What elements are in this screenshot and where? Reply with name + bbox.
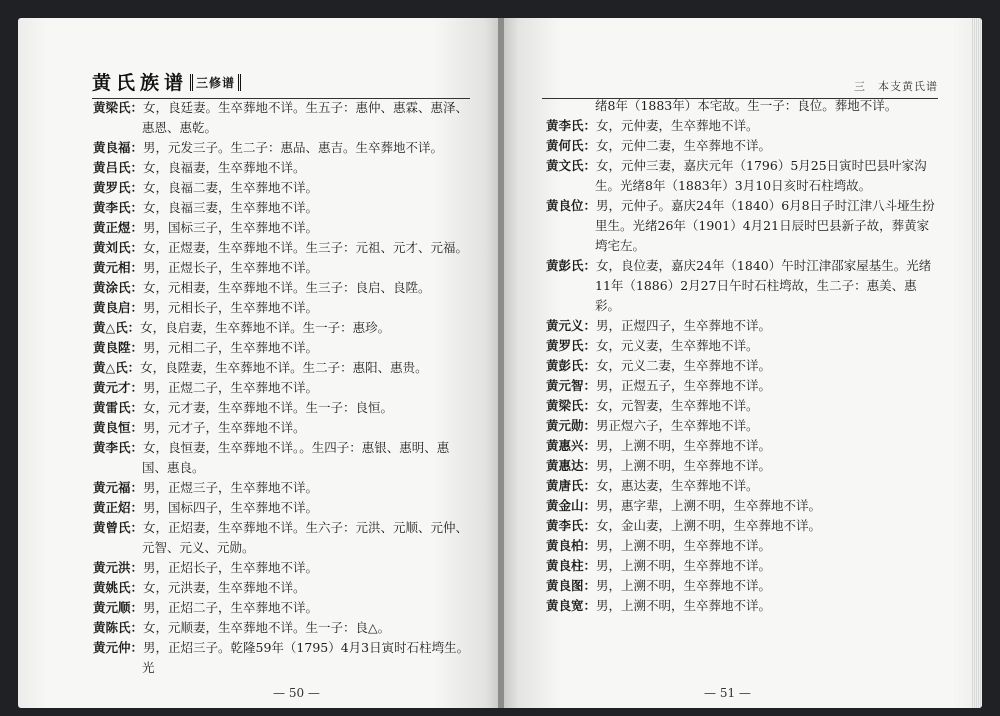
entry-line xyxy=(546,576,936,596)
person-details: 男，元发三子。生二子：惠品、惠吉。生卒葬地不详。 xyxy=(143,140,444,155)
genealogy-entry xyxy=(546,316,936,336)
person-name: 黄△氏： xyxy=(93,320,141,335)
entry-line xyxy=(93,638,471,678)
person-name: 黄元仲： xyxy=(93,640,144,655)
genealogy-entry xyxy=(93,158,471,178)
entry-line xyxy=(546,316,936,336)
book-title: 黄氏族谱 xyxy=(92,72,189,94)
genealogy-entry xyxy=(546,136,936,156)
genealogy-entry xyxy=(546,456,936,476)
genealogy-entry xyxy=(546,436,936,456)
entry-line xyxy=(93,498,471,518)
left-entry-list xyxy=(93,98,471,678)
genealogy-entry xyxy=(546,596,936,616)
entry-line xyxy=(546,496,936,516)
genealogy-entry xyxy=(546,376,936,396)
person-name: 黄金山： xyxy=(546,498,597,513)
genealogy-entry xyxy=(93,178,471,198)
person-details: 女，元义妻，生卒葬地不详。 xyxy=(596,338,759,353)
person-details: 女，良福妻，生卒葬地不详。 xyxy=(143,160,306,175)
person-name: 黄良福： xyxy=(93,140,144,155)
person-details: 男，元才子，生卒葬地不详。 xyxy=(143,420,306,435)
person-name: 黄陈氏： xyxy=(93,620,144,635)
person-name: 黄吕氏： xyxy=(93,160,144,175)
person-details: 男，上溯不明，生卒葬地不详。 xyxy=(596,538,772,553)
entry-line xyxy=(93,598,471,618)
entry-line xyxy=(546,376,936,396)
person-details: 女，元仲二妻，生卒葬地不详。 xyxy=(596,138,772,153)
genealogy-entry xyxy=(93,258,471,278)
genealogy-entry xyxy=(546,356,936,376)
person-name: 黄何氏： xyxy=(546,138,597,153)
genealogy-entry xyxy=(546,556,936,576)
genealogy-entry xyxy=(93,298,471,318)
person-details: 男，上溯不明，生卒葬地不详。 xyxy=(596,558,772,573)
genealogy-entry xyxy=(93,238,471,258)
entry-line xyxy=(546,476,936,496)
genealogy-entry xyxy=(93,398,471,418)
person-details: 男，正炤二子，生卒葬地不详。 xyxy=(143,600,319,615)
person-name: 黄唐氏： xyxy=(546,478,597,493)
person-name: 黄元顺： xyxy=(93,600,144,615)
person-details: 女，元仲三妻，嘉庆元年（1796）5月25日寅时巴县叶家沟生。光绪8年（1883年）3月10日亥时石柱塆故。 xyxy=(595,158,927,193)
person-details: 女，良福二妻，生卒葬地不详。 xyxy=(143,180,319,195)
genealogy-entry xyxy=(546,196,936,256)
entry-line xyxy=(93,198,471,218)
person-details: 女，良陞妻，生卒葬地不详。生二子：惠阳、惠贵。 xyxy=(140,360,428,375)
genealogy-entry xyxy=(93,618,471,638)
entry-line xyxy=(93,618,471,638)
genealogy-entry xyxy=(93,638,471,678)
person-details: 女，良启妻，生卒葬地不详。生一子：惠珍。 xyxy=(140,320,391,335)
genealogy-entry xyxy=(93,318,471,338)
person-details: 女，良位妻，嘉庆24年（1840）午时江津邵家屋基生。光绪11年（1886）2月27日午时石柱塆故，生二子：惠美、惠彩。 xyxy=(595,258,932,313)
entry-line xyxy=(93,218,471,238)
entry-line xyxy=(546,336,936,356)
entry-line xyxy=(93,578,471,598)
person-details: 女，良福三妻，生卒葬地不详。 xyxy=(143,200,319,215)
person-details: 男，上溯不明，生卒葬地不详。 xyxy=(596,598,772,613)
entry-line xyxy=(93,178,471,198)
entry-line xyxy=(93,398,471,418)
entry-line xyxy=(93,378,471,398)
entry-line xyxy=(546,116,936,136)
person-details: 女，正炤妻，生卒葬地不详。生六子：元洪、元顺、元仲、元智、元义、元勋。 xyxy=(142,520,469,555)
section-title: 三 本支黄氏谱 xyxy=(854,80,938,93)
person-details: 女，元洪妻，生卒葬地不详。 xyxy=(143,580,306,595)
genealogy-entry xyxy=(546,416,936,436)
genealogy-entry xyxy=(546,516,936,536)
page-number-left: — 50 — xyxy=(273,686,320,700)
entry-line xyxy=(93,518,471,558)
person-name: 黄惠兴： xyxy=(546,438,597,453)
person-name: 黄曾氏： xyxy=(93,520,144,535)
person-details: 男，惠字辈，上溯不明，生卒葬地不详。 xyxy=(596,498,822,513)
genealogy-entry xyxy=(93,218,471,238)
person-details: 男，正炤三子。乾隆59年（1795）4月3日寅时石柱塆生。光 xyxy=(142,640,470,675)
person-details: 女，良恒妻，生卒葬地不详。。生四子：惠银、惠明、惠国、惠良。 xyxy=(142,440,450,475)
genealogy-entry xyxy=(93,498,471,518)
person-name: 黄李氏： xyxy=(93,200,144,215)
person-details: 男，上溯不明，生卒葬地不详。 xyxy=(596,578,772,593)
entry-line xyxy=(546,396,936,416)
page-number-right: — 51 — xyxy=(704,686,751,700)
genealogy-entry xyxy=(546,156,936,196)
entry-line xyxy=(93,98,471,138)
person-name: 黄正炤： xyxy=(93,500,144,515)
continued-text: 绪8年（1883年）本宅故。生一子：良位。葬地不详。 xyxy=(595,98,898,113)
person-details: 女，元相妻，生卒葬地不详。生三子：良启、良陞。 xyxy=(143,280,431,295)
genealogy-entry xyxy=(93,598,471,618)
person-name: 黄姚氏： xyxy=(93,580,144,595)
genealogy-entry xyxy=(546,536,936,556)
person-name: 黄元义： xyxy=(546,318,597,333)
genealogy-entry xyxy=(93,138,471,158)
entry-line xyxy=(93,158,471,178)
edition-label: 三修谱 xyxy=(190,74,241,91)
person-name: 黄李氏： xyxy=(546,518,597,533)
person-name: 黄彭氏： xyxy=(546,258,597,273)
entry-line xyxy=(93,258,471,278)
genealogy-entry xyxy=(546,396,936,416)
genealogy-entry xyxy=(93,378,471,398)
entry-line xyxy=(93,358,471,378)
genealogy-entry xyxy=(546,116,936,136)
person-details: 女，金山妻，上溯不明，生卒葬地不详。 xyxy=(596,518,822,533)
genealogy-entry xyxy=(93,578,471,598)
left-page xyxy=(18,18,500,708)
entry-line xyxy=(546,416,936,436)
entry-line xyxy=(93,278,471,298)
person-details: 男，元相二子，生卒葬地不详。 xyxy=(143,340,319,355)
person-details: 女，元顺妻，生卒葬地不详。生一子：良△。 xyxy=(143,620,391,635)
person-name: 黄刘氏： xyxy=(93,240,144,255)
entry-line xyxy=(546,196,936,256)
person-details: 女，元仲妻，生卒葬地不详。 xyxy=(596,118,759,133)
person-name: 黄良陞： xyxy=(93,340,144,355)
entry-line xyxy=(93,238,471,258)
person-name: 黄罗氏： xyxy=(546,338,597,353)
person-name: 黄良启： xyxy=(93,300,144,315)
person-name: 黄良宽： xyxy=(546,598,597,613)
genealogy-entry xyxy=(93,338,471,358)
entry-line xyxy=(546,256,936,316)
person-name: 黄良柏： xyxy=(546,538,597,553)
person-name: 黄雷氏： xyxy=(93,400,144,415)
person-details: 女，元智妻，生卒葬地不详。 xyxy=(596,398,759,413)
entry-line xyxy=(546,456,936,476)
entry-line xyxy=(546,536,936,556)
person-name: 黄罗氏： xyxy=(93,180,144,195)
person-name: 黄元福： xyxy=(93,480,144,495)
person-details: 男，正煜三子，生卒葬地不详。 xyxy=(143,480,319,495)
genealogy-entry xyxy=(546,256,936,316)
person-name: 黄良图： xyxy=(546,578,597,593)
right-entry-list xyxy=(546,96,936,616)
genealogy-entry xyxy=(546,576,936,596)
entry-line xyxy=(546,596,936,616)
person-details: 男，元相长子，生卒葬地不详。 xyxy=(143,300,319,315)
person-name: 黄元智： xyxy=(546,378,597,393)
genealogy-entry xyxy=(93,518,471,558)
person-name: 黄梁氏： xyxy=(93,100,144,115)
person-name: 黄元相： xyxy=(93,260,144,275)
genealogy-entry xyxy=(93,478,471,498)
person-details: 男，上溯不明，生卒葬地不详。 xyxy=(596,458,772,473)
page-edge-stack xyxy=(972,18,982,708)
person-details: 男，上溯不明，生卒葬地不详。 xyxy=(596,438,772,453)
entry-line xyxy=(93,558,471,578)
genealogy-entry xyxy=(93,358,471,378)
person-name: 黄梁氏： xyxy=(546,398,597,413)
person-name: 黄文氏： xyxy=(546,158,597,173)
person-details: 女，元义二妻，生卒葬地不详。 xyxy=(596,358,772,373)
left-page-header xyxy=(92,68,470,99)
open-book xyxy=(18,18,982,708)
genealogy-entry xyxy=(93,558,471,578)
person-name: 黄△氏： xyxy=(93,360,141,375)
person-details: 男正煜六子，生卒葬地不详。 xyxy=(596,418,759,433)
person-details: 男，元仲子。嘉庆24年（1840）6月8日子时江津八斗垭生扮里生。光绪26年（1901）4月21日辰时巴县新子故，葬黄家塆宅左。 xyxy=(595,198,935,253)
person-name: 黄正煜： xyxy=(93,220,144,235)
person-name: 黄元才： xyxy=(93,380,144,395)
right-page xyxy=(504,18,982,708)
genealogy-entry xyxy=(93,438,471,478)
person-name: 黄元洪： xyxy=(93,560,144,575)
person-name: 黄良柱： xyxy=(546,558,597,573)
genealogy-entry xyxy=(93,98,471,138)
person-details: 男，正煜长子，生卒葬地不详。 xyxy=(143,260,319,275)
entry-line xyxy=(93,138,471,158)
entry-line xyxy=(546,556,936,576)
entry-line xyxy=(546,156,936,196)
entry-line xyxy=(93,318,471,338)
person-details: 男，正煜二子，生卒葬地不详。 xyxy=(143,380,319,395)
person-details: 男，正炤长子，生卒葬地不详。 xyxy=(143,560,319,575)
entry-line xyxy=(93,418,471,438)
person-details: 男，正煜四子，生卒葬地不详。 xyxy=(596,318,772,333)
genealogy-entry xyxy=(93,418,471,438)
person-details: 女，正煜妻，生卒葬地不详。生三子：元祖、元才、元福。 xyxy=(143,240,469,255)
entry-line xyxy=(93,438,471,478)
person-name: 黄涂氏： xyxy=(93,280,144,295)
person-details: 女，良廷妻。生卒葬地不详。生五子：惠仲、惠霖、惠泽、惠恩、惠乾。 xyxy=(142,100,469,135)
entry-line xyxy=(546,136,936,156)
person-details: 男，国标四子，生卒葬地不详。 xyxy=(143,500,319,515)
person-name: 黄李氏： xyxy=(93,440,144,455)
person-details: 女，惠达妻，生卒葬地不详。 xyxy=(596,478,759,493)
person-name: 黄惠达： xyxy=(546,458,597,473)
person-name: 黄李氏： xyxy=(546,118,597,133)
person-name: 黄元勋： xyxy=(546,418,597,433)
genealogy-entry xyxy=(93,198,471,218)
genealogy-entry xyxy=(546,476,936,496)
person-name: 黄良恒： xyxy=(93,420,144,435)
genealogy-entry xyxy=(546,496,936,516)
entry-line xyxy=(93,298,471,318)
person-details: 女，元才妻，生卒葬地不详。生一子：良恒。 xyxy=(143,400,394,415)
entry-line xyxy=(93,478,471,498)
person-name: 黄彭氏： xyxy=(546,358,597,373)
entry-line xyxy=(546,516,936,536)
genealogy-entry xyxy=(93,278,471,298)
person-name: 黄良位： xyxy=(546,198,597,213)
genealogy-entry xyxy=(546,336,936,356)
entry-line xyxy=(93,338,471,358)
person-details: 男，正煜五子，生卒葬地不详。 xyxy=(596,378,772,393)
person-details: 男，国标三子，生卒葬地不详。 xyxy=(143,220,319,235)
entry-line xyxy=(546,436,936,456)
entry-line xyxy=(546,356,936,376)
